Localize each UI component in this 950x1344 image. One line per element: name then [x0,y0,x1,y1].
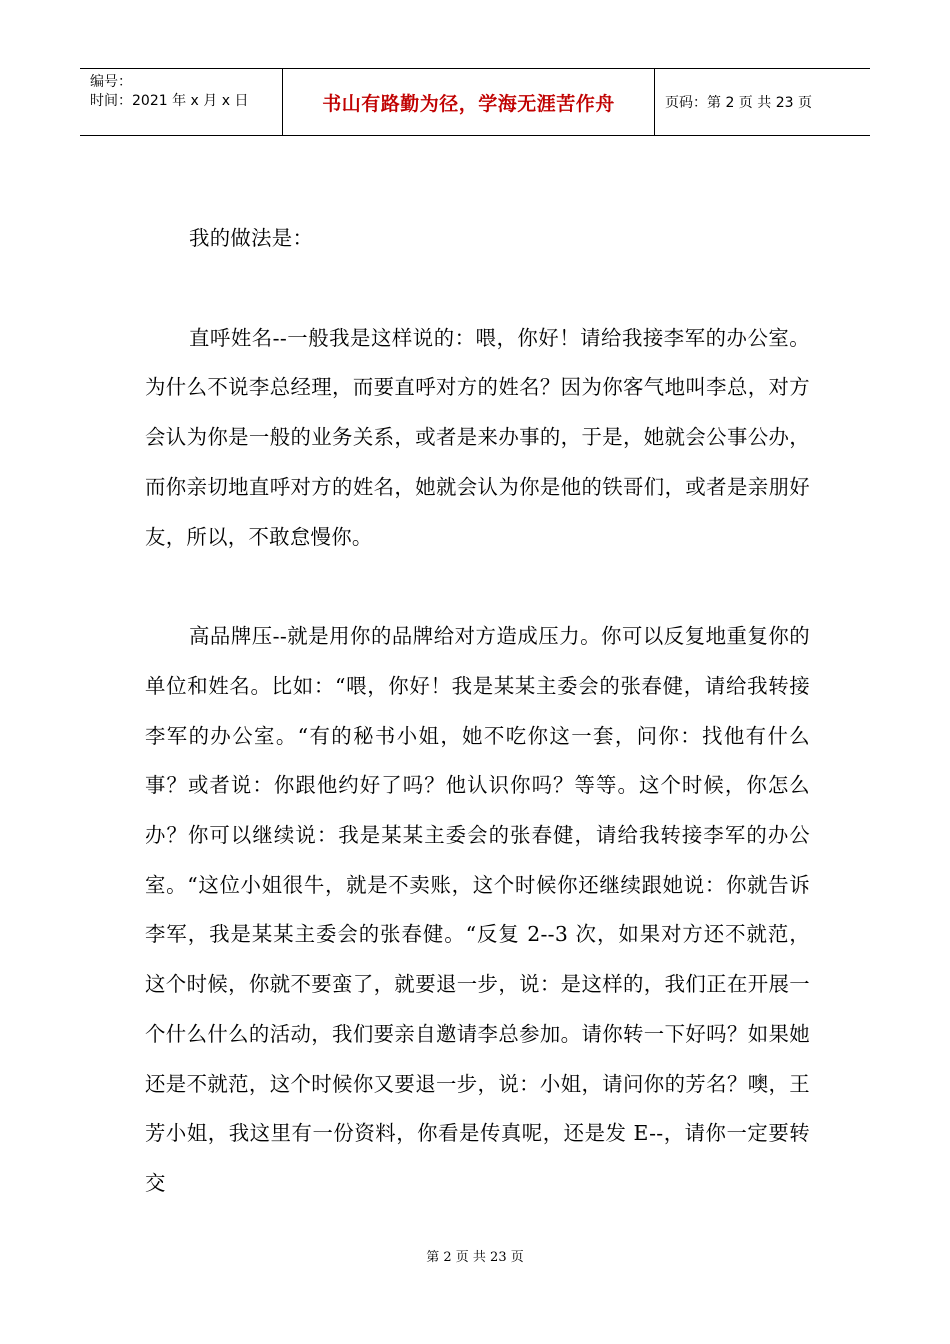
header-meta [80,69,282,135]
document-date-label: 时间：2021 年 x 月 x 日 [90,93,249,109]
paragraph-intro: 我的做法是： [189,226,314,250]
header-page-cell [655,69,870,135]
paragraph-direct-name: 直呼姓名--一般我是这样说的：喂，你好！请给我接李军的办公室。为什么不说李总经理，而要直呼对方的姓名？因为你客气地叫李总，对方会认为你是一般的业务关系，或者是来办事的，于是，她就会公事公办，而你亲切地直呼对方的姓名，她就会认为你是他的铁哥们，或者是亲朋好友，所以，不敢怠慢你。 [145,325,810,549]
document-header [80,68,870,136]
header-motto-cell [282,69,655,135]
paragraph-brand-pressure: 高品牌压--就是用你的品牌给对方造成压力。你可以反复地重复你的单位和姓名。比如：“喂，你好！我是某某主委会的张春健，请给我转接李军的办公室。“有的秘书小姐，她不吃你这一套，问你：找他有什么事？或者说：你跟他约好了吗？他认识你吗？等等。这个时候，你怎么办？你可以继续说：我是某某主委会的张春健，请给我转接李军的办公室。“这位小姐很牛，就是不卖账，这个时候你还继续跟她说：你就告诉李军，我是某某主委会的张春健。“反复 2--3 次，如果对方还不就范，这个时候，你就不要蛮了，就要退一步，说：是这样的，我们正在开展一个什么什么的活动，我们要亲自邀请李总参加。请你转一下好吗？如果她还是不就范，这个时候你又要退一步，说：小姐，请问你的芳名？噢，王芳小姐，我这里有一份资料，你看是传真呢，还是发 E--，请你一定要转交 [145,624,810,1195]
document-body [145,214,810,1209]
header-motto: 书山有路勤为径，学海无涯苦作舟 [322,92,615,115]
document-number-label: 编号： [90,74,132,90]
header-page-label: 页码：第 2 页 共 23 页 [665,95,812,111]
page-footer: 第 2 页 共 23 页 [426,1250,524,1265]
